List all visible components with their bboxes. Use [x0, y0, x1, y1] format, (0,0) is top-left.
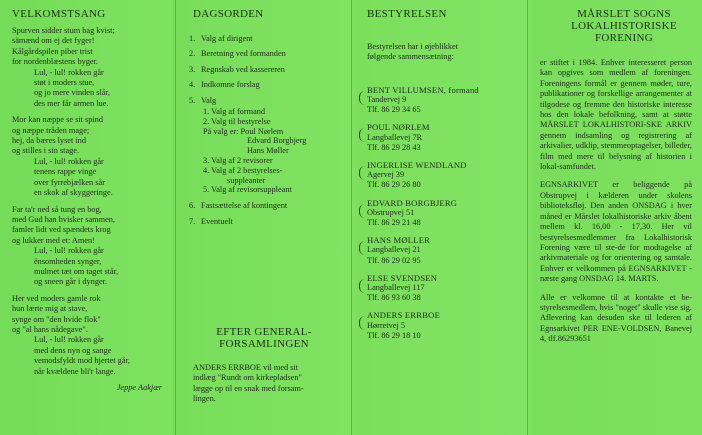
member-name: BENT VILLUMSEN, formand	[367, 84, 479, 95]
agenda-item-text: Valg	[201, 95, 217, 105]
agenda-item-text: Regnskab ved kassereren	[201, 64, 285, 74]
song-line: Mor kan næppe se sit spind	[12, 115, 104, 125]
election-item: suppleanter	[227, 175, 266, 185]
song-line: støt i moders stue,	[34, 78, 95, 88]
election-item: Hans Møller	[247, 146, 289, 156]
after-title-1: EFTER GENERAL-	[216, 326, 312, 338]
after-text-line: lægge op til en snak med forsam-	[193, 383, 304, 393]
song-line: Lul, - lul! rokken går	[34, 67, 104, 77]
song-line: og sneen går i dynger.	[34, 277, 108, 287]
board-member	[367, 198, 522, 229]
after-meeting-block	[193, 326, 329, 405]
after-text	[193, 363, 329, 405]
song-verses	[12, 26, 168, 377]
association-paragraph: er stiftet i 1984. Enhver interesseret person kan opgives som medlem af foreningen. Foreningens formål er gennem møder, ture, publikationer og forskellige arrangementer at tilgodese og fremme den historiske interesse hos den lokale befolkning, samt at støtte MÅRSLET LOKALHISTORI-SKE ARKIV gennem indsamling og registrering af arkivalier, udklip, stemmeoptagelser, billeder, film med mere til belysning af historien i lokal-samfundet.	[540, 58, 692, 172]
check-mark	[359, 279, 367, 293]
fold-line	[351, 0, 352, 435]
association-column	[540, 8, 692, 353]
song-line: og lukker med et: Amen!	[12, 235, 95, 245]
agenda-item-text: Fastsættelse af kontingent	[201, 201, 288, 211]
board-intro-line: Bestyrelsen har i øjeblikket	[367, 42, 459, 51]
agenda-item	[189, 217, 344, 227]
song-line: og stilles i sin stage.	[12, 146, 80, 156]
agenda-item	[189, 201, 344, 211]
member-address: Tandervej 9	[367, 95, 407, 105]
song-verse	[12, 115, 168, 198]
song-line: Kålgårdspilen piber trist	[12, 46, 93, 56]
archive-paragraph: EGNSARKIVET er beliggende på Obstrupvej i kælderen under skolens biblioteksfløj. Den anden ONSDAG i hver måned er Mårslet lokalhistoriske arkiv åbent mellem kl. 16,00 - 17,30. Her vil bestyrelsesmedlemmer fra Lokalhistorisk Forening være til ste-de for modtagelse af arkivmateriale og for orientering og samtale. Enhver er velkommen på EGNSARKIVET - næste gang ONSDAG 14. MARTS.	[540, 180, 692, 284]
member-name: INGERLISE WENDLAND	[367, 160, 467, 171]
agenda-item-number: 3.	[189, 64, 196, 74]
association-title	[556, 8, 692, 44]
board-intro	[367, 42, 522, 63]
after-text-line: indlæg "Rundt om kirkepladsen"	[193, 373, 302, 383]
board-member	[367, 122, 522, 153]
member-name: HANS MØLLER	[367, 235, 431, 246]
member-phone: Tlf. 86 29 28 43	[367, 142, 421, 152]
board-member	[367, 85, 522, 116]
board-members	[367, 85, 522, 341]
agenda-item	[189, 49, 344, 59]
board-title: BESTYRELSEN	[367, 8, 447, 20]
member-address: Langballevej 21	[367, 245, 421, 255]
song-line: en skok af skyggeringe.	[34, 188, 113, 198]
agenda-column	[189, 8, 344, 404]
song-line: med Gud han hvisker sammen,	[12, 214, 115, 224]
agenda-item	[189, 96, 344, 106]
member-name: ELSE SVENDSEN	[367, 272, 438, 283]
agenda-item-number: 7.	[189, 216, 196, 226]
member-phone: Tlf. 86 29 18 10	[367, 330, 421, 340]
after-text-line: lingen.	[193, 394, 216, 404]
song-line: for nordenblæstens byger.	[12, 57, 98, 67]
agenda-item-number: 2.	[189, 49, 196, 59]
song-line: tenens rappe vinge	[34, 167, 97, 177]
member-phone: Tlf. 86 29 02 95	[367, 255, 421, 265]
member-address: Hørretvej 5	[367, 320, 406, 330]
board-member	[367, 273, 522, 304]
song-line: mulmet tæt om taget står,	[34, 266, 119, 276]
agenda-item-number: 4.	[189, 80, 196, 90]
association-title-line: FORENING	[594, 32, 653, 44]
agenda-item-number: 1.	[189, 34, 196, 43]
board-member	[367, 160, 522, 191]
check-mark	[359, 204, 367, 218]
song-line: sämænd om ej det fyger!	[12, 36, 95, 46]
agenda-item	[189, 65, 344, 75]
song-line: hun lærte mig at stave,	[12, 304, 88, 314]
election-item: Edvard Borgbjerg	[247, 136, 307, 146]
association-title-line: MÅRSLET SOGNS	[577, 8, 671, 20]
song-line: Lul, - lul! rokken går	[34, 335, 104, 345]
song-line: og "al hans nådegave".	[12, 324, 88, 334]
check-mark	[359, 166, 367, 180]
song-line: Her ved moders gamle rok	[12, 293, 101, 303]
board-intro-line: følgende sammensætning:	[367, 52, 454, 62]
election-item: 5. Valg af revisorsuppleant	[203, 185, 292, 195]
contact-paragraph: Alle er velkomne til at kontakte et be-styrelsesmedlem, hvis "noget" skulle vise sig. Aflevering kan desuden ske til lederen af Egnsarkivet PER ENE-VOLDSEN, Banevej 4, tlf.86293651	[540, 292, 692, 344]
member-address: Obstrupvej 51	[367, 207, 415, 217]
song-line: med dens nyn og sange	[34, 345, 112, 355]
song-line: synge om "den hvide flok"	[12, 314, 101, 324]
board-member	[367, 310, 522, 341]
song-line: ënsomheden synger,	[34, 256, 102, 266]
fold-line	[175, 0, 176, 435]
after-text-line: ANDERS ERRBOE vil med sit	[193, 363, 299, 372]
member-phone: Tlf. 86 29 34 65	[367, 105, 421, 115]
election-item: På valg er: Poul Nørlem	[203, 126, 284, 136]
after-title-2: FORSAMLINGEN	[219, 338, 309, 350]
member-name: ANDERS ERRBOE	[367, 310, 441, 321]
song-line: og jo mere vinden slår,	[34, 88, 110, 98]
member-name: EDVARD BORGBJERG	[367, 197, 458, 208]
song-line: des mer får armen lue.	[34, 98, 109, 108]
song-line: Lul, - lul! rokken går	[34, 246, 104, 256]
agenda-item-text: Eventuelt	[201, 216, 233, 226]
check-mark	[359, 316, 367, 330]
agenda-item-number: 6.	[189, 201, 196, 211]
member-phone: Tlf. 86 93 60 38	[367, 293, 421, 303]
check-mark	[359, 241, 367, 255]
song-column	[12, 8, 168, 393]
agenda-title: DAGSORDEN	[193, 8, 264, 20]
board-member	[367, 235, 522, 266]
song-line: og næppe tråden mage;	[12, 125, 90, 135]
song-line: Lul, - lul! rokken går	[34, 156, 104, 166]
board-column	[367, 8, 522, 348]
election-item: 2. Valg til bestyrelse	[203, 116, 271, 126]
agenda-item-number: 5.	[189, 95, 196, 105]
check-mark	[359, 91, 367, 105]
election-sublist	[189, 107, 344, 195]
member-phone: Tlf. 86 29 21 48	[367, 218, 421, 228]
agenda-list	[189, 34, 344, 227]
member-phone: Tlf. 86 29 26 80	[367, 180, 421, 190]
check-mark	[359, 128, 367, 142]
agenda-item	[189, 80, 344, 90]
agenda-item-text: Beretning ved formanden	[201, 49, 286, 59]
agenda-item-text: Indkomne forslag	[201, 80, 260, 90]
member-address: Agervej 39	[367, 170, 405, 180]
song-title: VELKOMSTSANG	[12, 8, 106, 20]
agenda-item	[189, 34, 344, 44]
song-signature: Jeppe Aakjær	[116, 383, 162, 392]
song-line: Spurven sidder stum bag kvist;	[12, 26, 115, 35]
song-line: når kvældene bli'r lange.	[34, 366, 116, 376]
song-line: over fyrrebjælken sår	[34, 177, 105, 187]
member-name: POUL NØRLEM	[367, 122, 430, 133]
song-line: hej, da bæres lyset ind	[12, 136, 86, 146]
song-verse	[12, 26, 168, 109]
election-item: 3. Valg af 2 revisorer	[203, 156, 273, 166]
song-verse	[12, 294, 168, 377]
song-line: vemodsfyldt mod hjertet går,	[34, 356, 130, 366]
member-address: Langballevej 117	[367, 283, 425, 293]
song-verse	[12, 205, 168, 288]
election-item: 1. Valg af formand	[203, 107, 266, 117]
fold-line	[527, 0, 528, 435]
agenda-item-text: Valg af dirigent	[201, 34, 253, 43]
member-address: Langballevej 7R	[367, 132, 423, 142]
association-title-line: LOKALHISTORISKE	[571, 20, 677, 32]
election-item: 4. Valg af 2 bestyrelses-	[203, 165, 283, 175]
song-line: famler lidt ved spændets krog	[12, 225, 111, 235]
song-line: Far ta'r ned så tung en bog,	[12, 204, 102, 214]
